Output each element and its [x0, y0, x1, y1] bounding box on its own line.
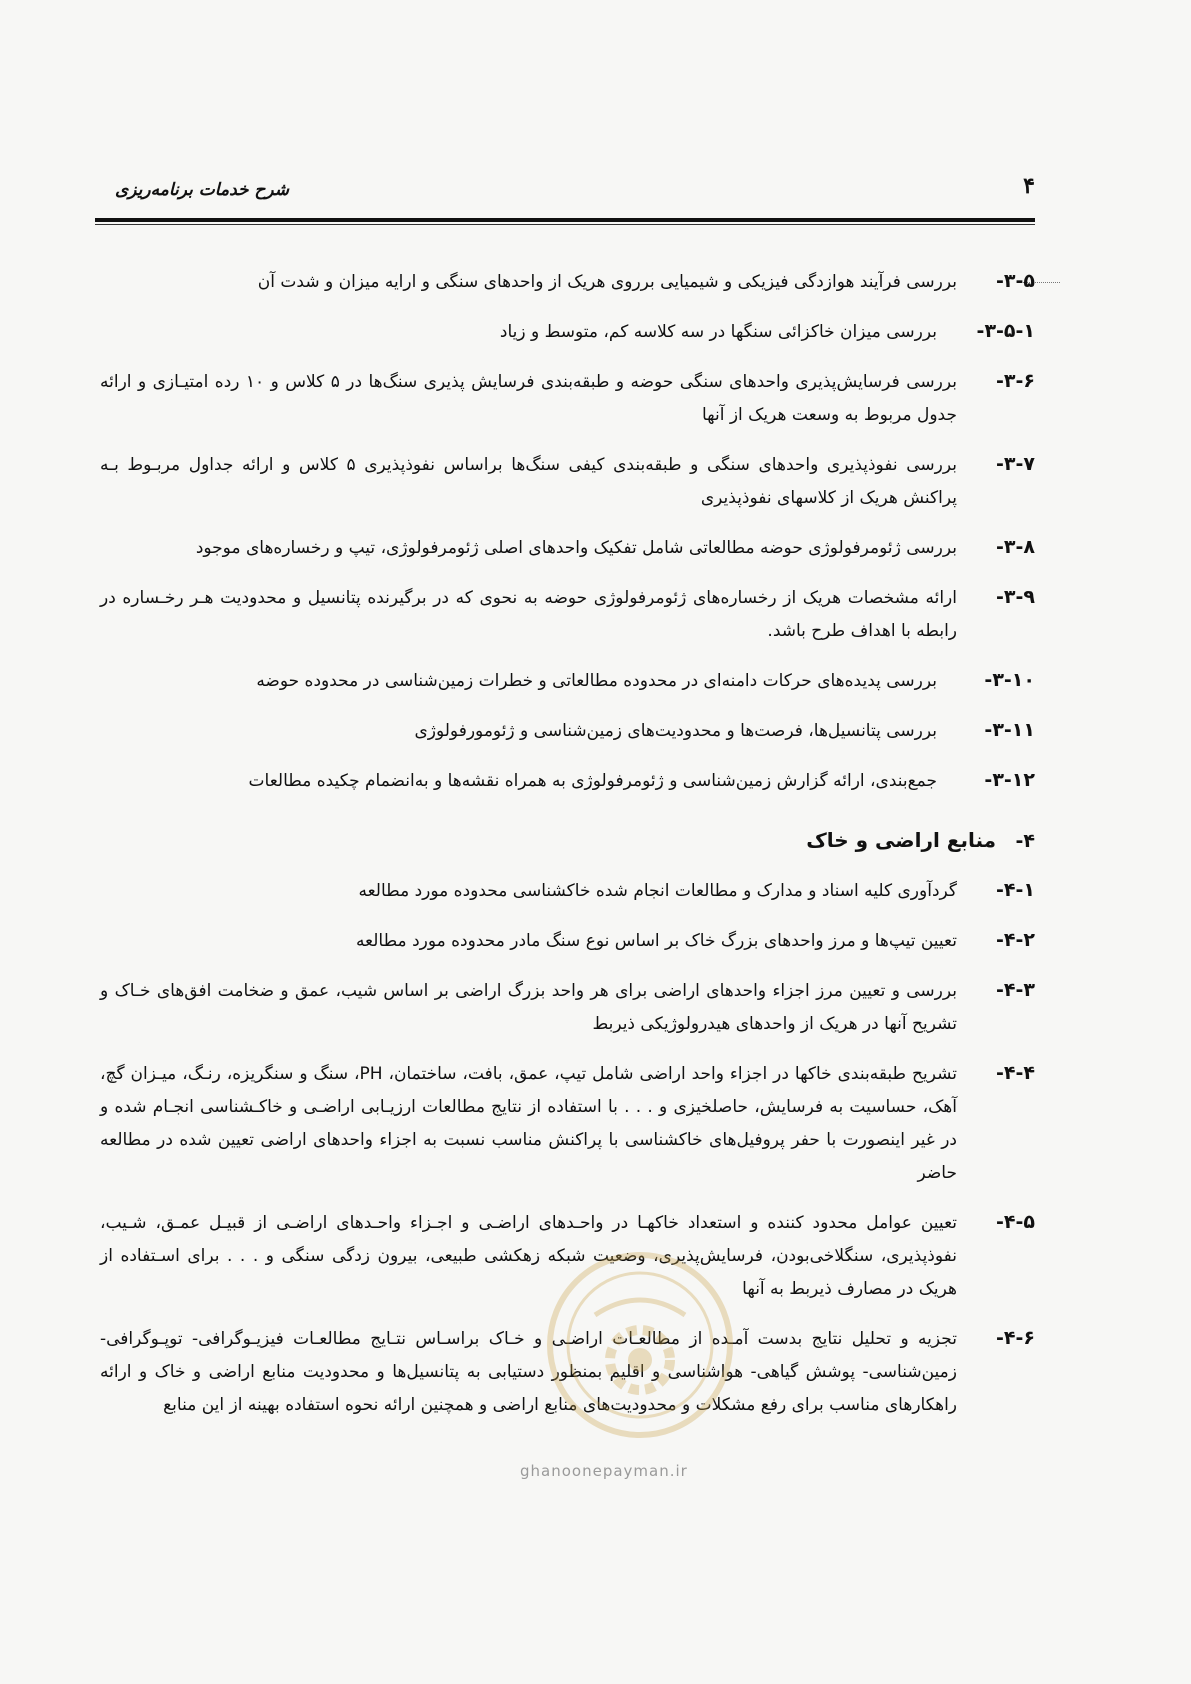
geology-items-list [100, 265, 1035, 798]
item-text: بررسی پدیده‌های حرکات دامنه‌ای در محدوده مطالعاتی و خطرات زمین‌شناسی در محدوده حوضه [256, 671, 937, 691]
header-rule-thick [95, 218, 1035, 222]
item-number: ۳-۱۲- [984, 769, 1035, 791]
list-item [100, 924, 1035, 958]
page-number: ۴ [1023, 173, 1035, 199]
item-text: بررسی پتانسیل‌ها، فرصت‌ها و محدودیت‌های زمین‌شناسی و ژئومورفولوژی [414, 721, 937, 741]
item-text: تجزیه و تحلیل نتایج بدست آمـده از مطالعـات اراضـی و خـاک براسـاس نتـایج مطالعـات فیزیـوگرافی- توپـوگرافی- زمین‌شناسی- پوشش گیاهی- هواشناسی و اقلیم بمنظور دستیابی به پتانسیل‌ها و محدودیت منابع اراضی و خاک و ارائه راهکارهای مناسب برای رفع مشکلات و محدودیت‌های منابع اراضی و همچنین ارائه نحوه استفاده بهینه از این منابع [100, 1329, 957, 1415]
list-item [100, 531, 1035, 565]
item-text: بررسی و تعیین مرز اجزاء واحدهای اراضی برای هر واحد بزرگ اراضی بر اساس شیب، عمق و ضخامت افق‌های خـاک و تشریح آنها در هریک از واحدهای هیدرولوژیکی ذیربط [100, 981, 957, 1034]
item-number: ۴-۶- [996, 1327, 1035, 1349]
item-text: بررسی ژئومرفولوژی حوضه مطالعاتی شامل تفکیک واحدهای اصلی ژئومرفولوژی، تیپ و رخساره‌های موجود [195, 538, 957, 558]
item-text: تعیین تیپ‌ها و مرز واحدهای بزرگ خاک بر اساس نوع سنگ مادر محدوده مورد مطالعه [355, 931, 957, 951]
section-number: ۴- [1015, 830, 1035, 852]
item-text: بررسی میزان خاکزائی سنگها در سه کلاسه کم، متوسط و زیاد [499, 322, 937, 342]
list-item [100, 974, 1035, 1041]
list-item [100, 1057, 1035, 1190]
list-item [100, 764, 1035, 798]
item-text: ارائه مشخصات هریک از رخساره‌های ژئومرفولوژی حوضه به نحوی که در برگیرنده پتانسیل و محدودیت هـر رخـساره در رابطه با اهداف طرح باشد. [100, 588, 957, 641]
header-title: شرح خدمات برنامه‌ریزی [115, 180, 290, 200]
item-number: ۳-۱۰- [984, 669, 1035, 691]
item-number: ۳-۷- [996, 453, 1035, 475]
list-item [100, 448, 1035, 515]
page-header [95, 175, 1035, 205]
item-number: ۳-۸- [996, 536, 1035, 558]
section-heading [100, 824, 1035, 858]
list-item [100, 315, 1035, 349]
list-item [100, 581, 1035, 648]
item-text: تشریح طبقه‌بندی خاکها در اجزاء واحد اراضی شامل تیپ، عمق، بافت، ساختمان، PH، سنگ و سنگریزه، رنـگ، میـزان گچ، آهک، حساسیت به فرسایش، حاصلخیزی و . . . با استفاده از نتایج مطالعات ارزیـابی اراضـی و خاکـشناسی انجـام شده و در غیر اینصورت با حفر پروفیل‌های خاکشناسی با پراکنش مناسب نسبت به اجزاء واحدهای اراضی تعیین شده در مطالعه حاضر [100, 1064, 957, 1183]
item-number: ۴-۳- [996, 979, 1035, 1001]
header-rule-thin [95, 224, 1035, 225]
item-number: ۴-۵- [996, 1211, 1035, 1233]
item-number: ۳-۵-۱- [976, 320, 1035, 342]
item-text: تعیین عوامل محدود کننده و استعداد خاکهـا در واحـدهای اراضـی و اجـزاء واحـدهای اراضـی از قبیـل عمـق، شـیب، نفوذپذیری، سنگلاخی‌بودن، فرسایش‌پذیری، وضعیت شبکه زهکشی طبیعی، بیرون زدگی سنگی و . . . برای اسـتفاده از هریک در مصارف ذیربط به آنها [100, 1213, 957, 1299]
item-text: بررسی فرآیند هوازدگی فیزیکی و شیمیایی برروی هریک از واحدهای سنگی و ارایه میزان و شدت آن [257, 272, 957, 292]
item-text: گردآوری کلیه اسناد و مدارک و مطالعات انجام شده خاکشناسی محدوده مورد مطالعه [358, 881, 957, 901]
item-text: بررسی نفوذپذیری واحدهای سنگی و طبقه‌بندی کیفی سنگ‌ها براساس نفوذپذیری ۵ کلاس و ارائه جداول مربـوط بـه پراکنش هریک از کلاسهای نفوذپذیری [100, 455, 957, 508]
item-text: جمع‌بندی، ارائه گزارش زمین‌شناسی و ژئومرفولوژی به همراه نقشه‌ها و به‌انضمام چکیده مطالعات [248, 771, 937, 791]
item-number: ۴-۴- [996, 1062, 1035, 1084]
list-item [100, 265, 1035, 299]
item-number: ۳-۵- [996, 270, 1035, 292]
item-number: ۴-۱- [996, 879, 1035, 901]
watermark-text: ghanoonepayman.ir [520, 1462, 688, 1480]
watermark-seal-icon [540, 1245, 740, 1445]
list-item [100, 664, 1035, 698]
list-item [100, 714, 1035, 748]
list-item [100, 874, 1035, 908]
item-number: ۴-۲- [996, 929, 1035, 951]
list-item [100, 365, 1035, 432]
item-number: ۳-۱۱- [984, 719, 1035, 741]
item-text: بررسی فرسایش‌پذیری واحدهای سنگی حوضه و طبقه‌بندی فرسایش پذیری سنگ‌ها در ۵ کلاس و ۱۰ رده امتیـازی و ارائه جدول مربوط به وسعت هریک از آنها [100, 372, 957, 425]
item-number: ۳-۹- [996, 586, 1035, 608]
item-number: ۳-۶- [996, 370, 1035, 392]
section-title: منابع اراضی و خاک [806, 828, 997, 852]
